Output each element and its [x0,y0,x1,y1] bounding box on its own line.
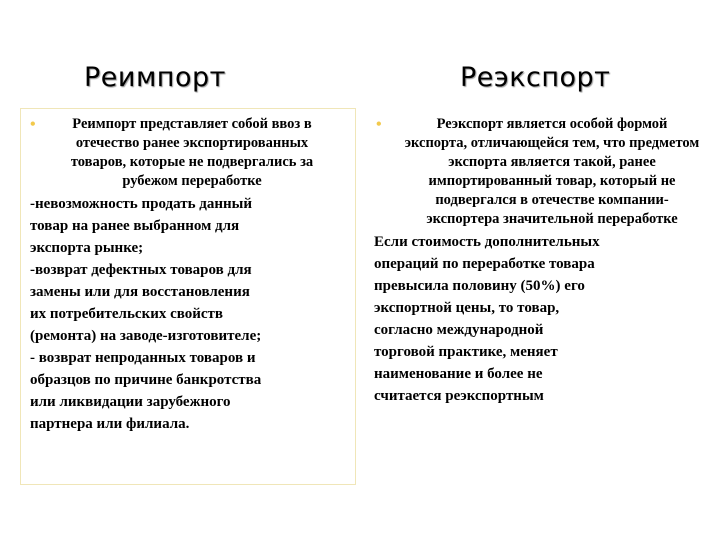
right-bullet-item [368,115,700,229]
right-bullet-text: Реэкспорт является особой формой экспорта, отличающейся тем, что предметом экспорта является такой, ранее импортированный товар, который не подвергался в отечестве компании-экспортера значительной переработке [404,116,700,227]
right-column [368,115,700,407]
left-column [22,115,340,435]
left-bullet-text: Реимпорт представляет собой ввоз в отечество ранее экспортированных товаров, которые не подвергались за рубежом переработке [70,116,314,189]
left-body-text: -невозможность продать данный товар на ранее выбранном для экспорта рынке; -возврат дефектных товаров для замены или для восстановления их потребительских свойств (ремонта) на заводе-изготовителе; - возврат непроданных товаров и образцов по причине банкротства или ликвидации зарубежного партнера или филиала. [30,196,262,432]
right-body-text: Если стоимость дополнительных операций по переработке товара превысила половину (50%) его экспортной цены, то товар, согласно международной торговой практике, меняет наименование и более не считается реэкспортным [374,234,600,404]
right-heading: Реэкспорт [460,62,611,93]
bullet-icon: • [30,116,36,133]
left-bullet-item [22,115,340,191]
left-heading: Реимпорт [84,62,226,93]
bullet-icon: • [376,116,382,133]
